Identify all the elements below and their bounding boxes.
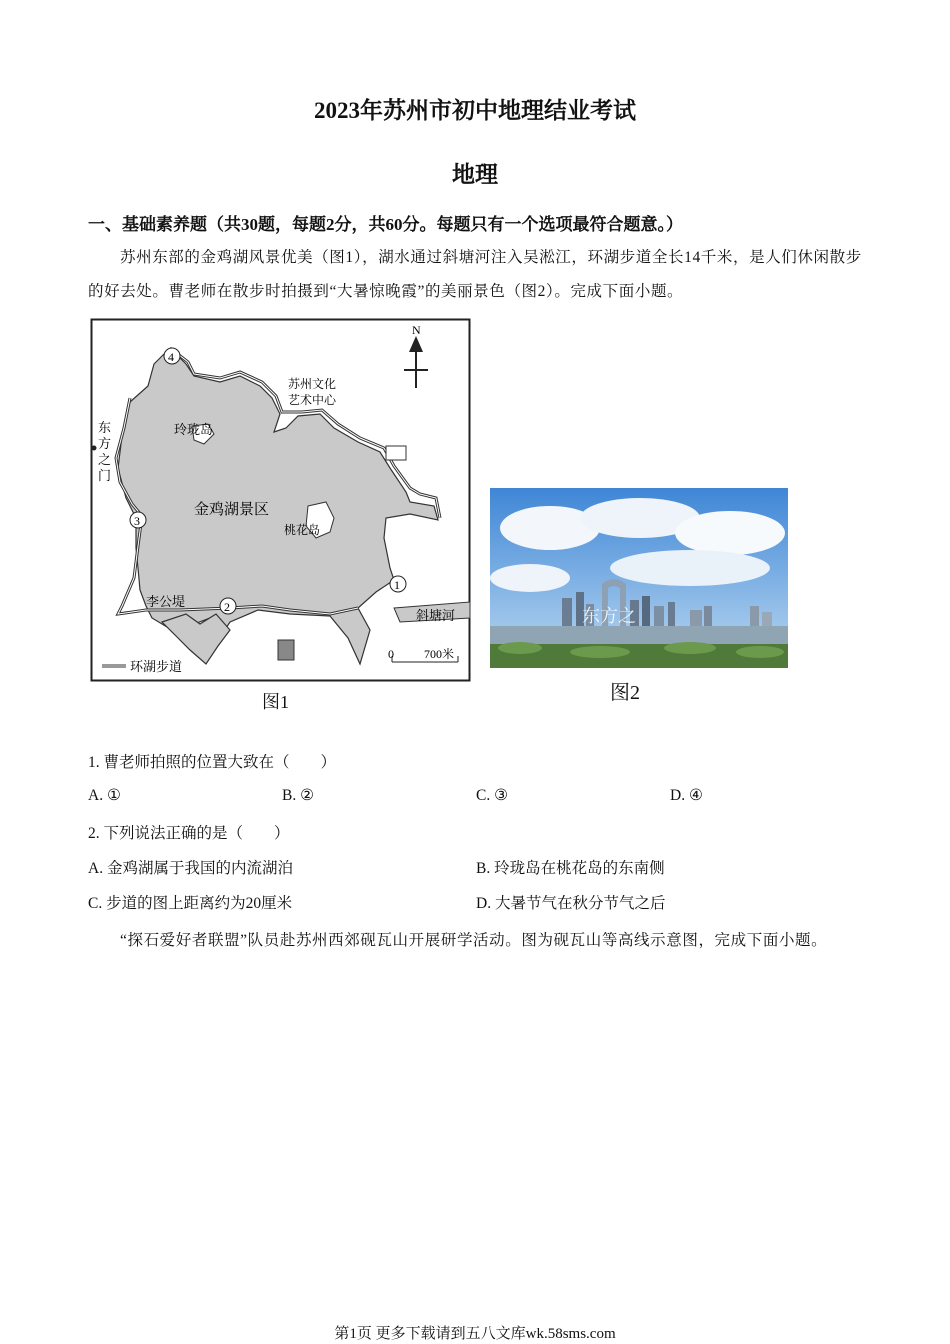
culture-center-label-1: 苏州文化 <box>288 377 337 391</box>
page-title: 2023年苏州市初中地理结业考试 <box>314 98 636 123</box>
intro-paragraph: 苏州东部的金鸡湖风景优美（图1），湖水通过斜塘河注入吴淞江，环湖步道全长14千米，是人们休闲散步的好去处。曹老师在散步时拍摄到“大暑惊晚霞”的美丽景色（图2）。完成下面小题。 <box>88 249 862 300</box>
svg-text:2: 2 <box>224 600 230 614</box>
q1-option-d[interactable]: D. ④ <box>670 787 703 804</box>
marker-3 <box>130 512 146 528</box>
gate-label-3: 之 <box>98 452 112 467</box>
building-icon <box>278 640 294 660</box>
question-2-stem: 2. 下列说法正确的是（ ） <box>88 825 290 842</box>
legend-label: 环湖步道 <box>130 659 183 674</box>
page-subtitle: 地理 <box>452 162 498 187</box>
photo-overlay-text: 东方之 <box>582 606 636 626</box>
section-heading: 一、基础素养题（共30题，每题2分，共60分。每题只有一个选项最符合题意。） <box>88 215 683 234</box>
scale-zero: 0 <box>388 647 394 661</box>
q2-option-a[interactable]: A. 金鸡湖属于我国的内流湖泊 <box>88 860 293 877</box>
svg-text:3: 3 <box>134 514 140 528</box>
figure1-caption: 图1 <box>262 692 289 712</box>
q2-option-d[interactable]: D. 大暑节气在秋分节气之后 <box>476 895 666 912</box>
pavilion-icon <box>386 446 406 460</box>
gate-label-2: 方 <box>98 436 112 451</box>
svg-text:4: 4 <box>168 350 174 364</box>
lake-label: 金鸡湖景区 <box>194 502 270 518</box>
marker-4 <box>164 348 180 364</box>
svg-text:1: 1 <box>394 578 400 592</box>
dam-label: 李公堤 <box>146 594 186 609</box>
q1-option-b[interactable]: B. ② <box>282 787 314 804</box>
scale-length: 700米 <box>424 647 455 661</box>
island2-label: 桃花岛 <box>284 523 321 537</box>
page-footer: 第1页 更多下载请到五八文库wk.58sms.com <box>334 1326 616 1342</box>
q2-option-b[interactable]: B. 玲珑岛在桃花岛的东南侧 <box>476 860 665 877</box>
q2-option-c[interactable]: C. 步道的图上距离约为20厘米 <box>88 895 293 912</box>
river-label: 斜塘河 <box>416 608 456 623</box>
marker-2 <box>220 598 236 614</box>
q1-option-c[interactable]: C. ③ <box>476 787 508 804</box>
gate-label-4: 门 <box>98 468 112 483</box>
island1-label: 玲珑岛 <box>174 422 214 437</box>
lake-map <box>90 318 474 684</box>
next-intro-paragraph: “探石爱好者联盟”队员赴苏州西郊砚瓦山开展研学活动。图为砚瓦山等高线示意图，完成下面小题。 <box>120 932 828 949</box>
culture-center-label-2: 艺术中心 <box>288 393 337 407</box>
skyline-photo <box>490 488 788 668</box>
question-1-stem: 1. 曹老师拍照的位置大致在（ ） <box>88 754 337 771</box>
figure2-caption: 图2 <box>610 682 640 704</box>
gate-label-1: 东 <box>98 420 112 435</box>
north-label: N <box>412 323 421 337</box>
marker-1 <box>390 576 406 592</box>
q1-option-a[interactable]: A. ① <box>88 787 121 804</box>
